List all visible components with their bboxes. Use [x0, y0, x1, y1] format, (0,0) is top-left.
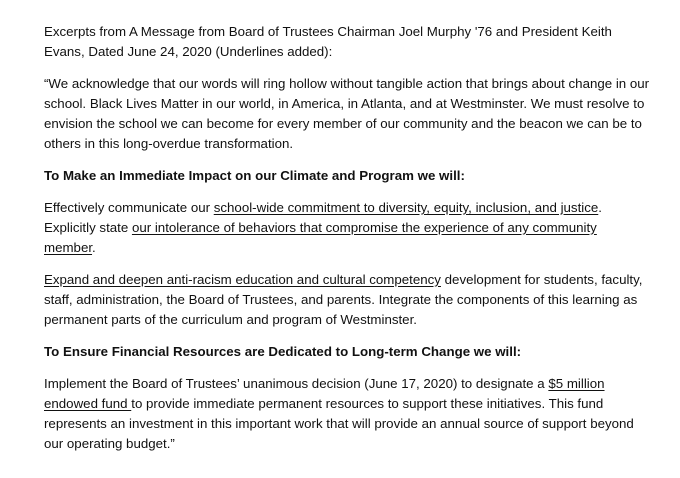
quote-opening-paragraph: “We acknowledge that our words will ring hollow without tangible action that brings about change in our school. Black Lives Matter in our world, in America, in Atlanta, and at Westminster. We must resolve to envision the school we can become for every member of our community and the beacon we can be to others in this long-overdue transformation. — [44, 76, 650, 151]
text-segment: Effectively communicate our — [44, 200, 214, 215]
text-segment: Implement the Board of Trustees’ unanimous decision (June 17, 2020) to designate a — [44, 376, 549, 391]
underlined-endowed-fund: $5 million endowed fund — [44, 376, 605, 411]
heading-financial-resources: To Ensure Financial Resources are Dedicated to Long-term Change we will: — [44, 344, 522, 359]
text-segment: to provide immediate permanent resources to support these initiatives. This fund represents an investment in this important work that will provide an annual source of support beyond our operating budget.” — [44, 396, 634, 451]
text-segment: development for students, faculty, staff, administration, the Board of Trustees, and parents. Integrate the components of this learning as permanent parts of the curriculum and program of Westminster. — [44, 272, 643, 327]
fund-paragraph — [44, 374, 650, 454]
text-segment: . — [92, 240, 96, 255]
underlined-intolerance: our intolerance of behaviors that compromise the experience of any community member — [44, 220, 597, 255]
education-paragraph — [44, 270, 650, 330]
text-segment: . Explicitly state — [44, 200, 602, 235]
intro-paragraph: Excerpts from A Message from Board of Trustees Chairman Joel Murphy '76 and President Keith Evans, Dated June 24, 2020 (Underlines added): — [44, 24, 612, 59]
heading-immediate-impact: To Make an Immediate Impact on our Climate and Program we will: — [44, 168, 465, 183]
underlined-anti-racism-education: Expand and deepen anti-racism education and cultural competency — [44, 272, 441, 287]
communicate-paragraph — [44, 198, 650, 258]
underlined-commitment: school-wide commitment to diversity, equity, inclusion, and justice — [213, 200, 599, 215]
